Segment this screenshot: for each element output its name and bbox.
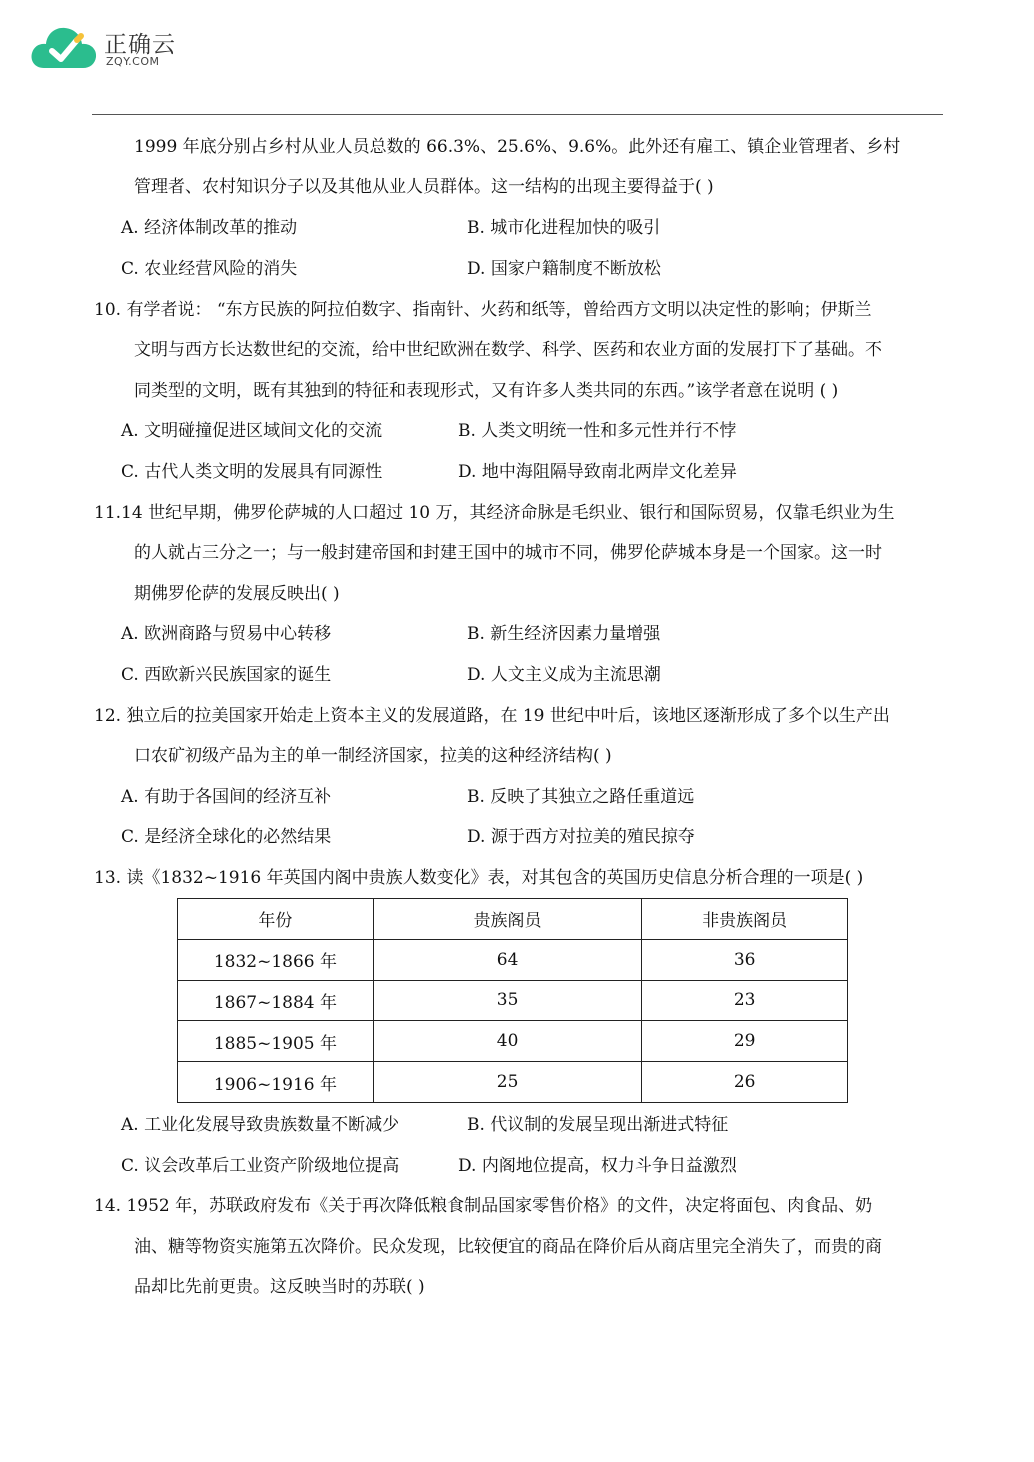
q13-table: [177, 898, 848, 1103]
q9-option-d: D. 国家户籍制度不断放松: [467, 259, 661, 279]
q9-option-a: A. 经济体制改革的推动: [121, 218, 298, 238]
q12-line-1: 12. 独立后的拉美国家开始走上资本主义的发展道路，在 19 世纪中叶后，该地区逐渐形成了多个以生产出: [94, 706, 890, 726]
q11-option-c: C. 西欧新兴民族国家的诞生: [121, 665, 332, 685]
table-header-cell: 非贵族阁员: [642, 899, 848, 940]
zqy-logo: [30, 22, 180, 74]
q12-option-a: A. 有助于各国间的经济互补: [121, 787, 332, 807]
brand-domain: ZQY.COM: [106, 55, 160, 68]
q11-line-2: 的人就占三分之一；与一般封建帝国和封建王国中的城市不同，佛罗伦萨城本身是一个国家。这一时: [134, 543, 882, 563]
q12-option-c: C. 是经济全球化的必然结果: [121, 827, 332, 847]
q10-option-c: C. 古代人类文明的发展具有同源性: [121, 462, 383, 482]
table-cell: 35: [373, 980, 642, 1021]
q10-line-3: 同类型的文明，既有其独到的特征和表现形式，又有许多人类共同的东西。”该学者意在说明 ( ): [134, 381, 839, 401]
table-cell: 64: [373, 939, 642, 980]
q13-line-1: 13. 读《1832~1916 年英国内阁中贵族人数变化》表，对其包含的英国历史信息分析合理的一项是( ): [94, 868, 864, 888]
q13-option-d: D. 内阁地位提高，权力斗争日益激烈: [458, 1156, 737, 1176]
table-cell: 1885~1905 年: [178, 1021, 374, 1062]
q10-option-a: A. 文明碰撞促进区域间文化的交流: [121, 421, 383, 441]
q13-option-c: C. 议会改革后工业资产阶级地位提高: [121, 1156, 400, 1176]
q14-line-3: 品却比先前更贵。这反映当时的苏联( ): [134, 1277, 425, 1297]
q10-option-b: B. 人类文明统一性和多元性并行不悖: [458, 421, 737, 441]
table-header-cell: 贵族阁员: [373, 899, 642, 940]
q9-option-b: B. 城市化进程加快的吸引: [467, 218, 661, 238]
table-cell: 25: [373, 1062, 642, 1103]
q12-line-2: 口农矿初级产品为主的单一制经济国家，拉美的这种经济结构( ): [134, 746, 612, 766]
q11-line-1: 11.14 世纪早期，佛罗伦萨城的人口超过 10 万，其经济命脉是毛织业、银行和国际贸易，仅靠毛织业为生: [94, 503, 895, 523]
q14-line-2: 油、糖等物资实施第五次降价。民众发现，比较便宜的商品在降价后从商店里完全消失了，而贵的商: [134, 1237, 882, 1257]
q10-line-2: 文明与西方长达数世纪的交流，给中世纪欧洲在数学、科学、医药和农业方面的发展打下了基础。不: [134, 340, 882, 360]
table-cell: 1832~1866 年: [178, 939, 374, 980]
cloud-check-icon: [30, 22, 98, 74]
table-cell: 1906~1916 年: [178, 1062, 374, 1103]
header-divider: [92, 114, 943, 115]
q12-option-d: D. 源于西方对拉美的殖民掠夺: [467, 827, 695, 847]
q11-option-b: B. 新生经济因素力量增强: [467, 624, 661, 644]
table-row: [178, 1062, 848, 1103]
table-cell: 29: [642, 1021, 848, 1062]
table-cell: 23: [642, 980, 848, 1021]
q10-option-d: D. 地中海阻隔导致南北两岸文化差异: [458, 462, 737, 482]
table-header-cell: 年份: [178, 899, 374, 940]
q9-option-c: C. 农业经营风险的消失: [121, 259, 298, 279]
q11-option-d: D. 人文主义成为主流思潮: [467, 665, 661, 685]
q11-line-3: 期佛罗伦萨的发展反映出( ): [134, 584, 340, 604]
q10-line-1: 10. 有学者说： “东方民族的阿拉伯数字、指南针、火药和纸等，曾给西方文明以决定性的影响；伊斯兰: [94, 300, 872, 320]
q11-option-a: A. 欧洲商路与贸易中心转移: [121, 624, 332, 644]
q9-line-1: 1999 年底分别占乡村从业人员总数的 66.3%、25.6%、9.6%。此外还有雇工、镇企业管理者、乡村: [134, 137, 901, 157]
table-header-row: [178, 899, 848, 940]
table-cell: 36: [642, 939, 848, 980]
table-row: [178, 1021, 848, 1062]
q9-line-2: 管理者、农村知识分子以及其他从业人员群体。这一结构的出现主要得益于( ): [134, 177, 714, 197]
table-row: [178, 939, 848, 980]
q14-line-1: 14. 1952 年，苏联政府发布《关于再次降低粮食制品国家零售价格》的文件，决定将面包、肉食品、奶: [94, 1196, 873, 1216]
table-cell: 26: [642, 1062, 848, 1103]
q12-option-b: B. 反映了其独立之路任重道远: [467, 787, 695, 807]
table-cell: 40: [373, 1021, 642, 1062]
table-cell: 1867~1884 年: [178, 980, 374, 1021]
q13-option-a: A. 工业化发展导致贵族数量不断减少: [121, 1115, 400, 1135]
table-row: [178, 980, 848, 1021]
brand-name: 正确云: [104, 32, 176, 58]
q13-option-b: B. 代议制的发展呈现出渐进式特征: [467, 1115, 729, 1135]
